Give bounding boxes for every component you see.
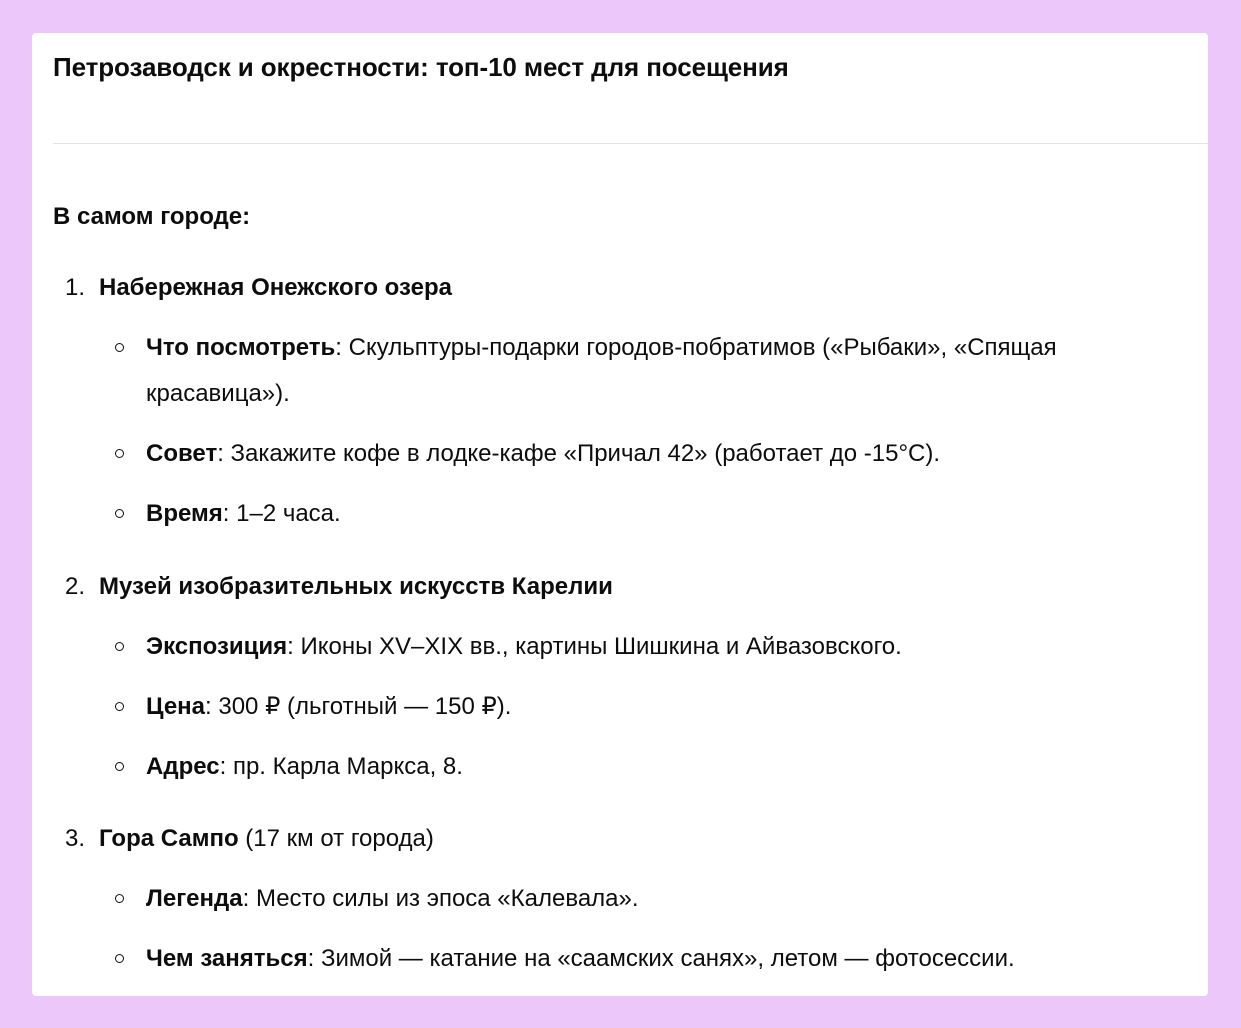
bullet-icon [115, 954, 124, 963]
detail-label: Чем заняться [146, 945, 308, 972]
detail-item [146, 744, 1186, 790]
detail-label: Совет [146, 440, 218, 467]
list-item-place-2 [65, 571, 613, 603]
detail-text: : Зимой — катание на «саамских санях», летом — фотосессии. [307, 945, 1015, 972]
bullet-icon [115, 343, 124, 352]
list-number: 2. [65, 573, 86, 600]
bullet-icon [115, 449, 124, 458]
detail-label: Время [146, 500, 223, 527]
detail-text: : 1–2 часа. [222, 500, 341, 527]
detail-label: Что посмотреть [146, 334, 336, 361]
detail-item [146, 684, 1186, 730]
list-item-place-1 [65, 272, 452, 304]
detail-label: Адрес [146, 753, 220, 780]
detail-label: Легенда [146, 885, 243, 912]
detail-item [146, 876, 1186, 922]
bullet-icon [115, 894, 124, 903]
bullet-icon [115, 762, 124, 771]
section-heading: В самом городе: [53, 203, 251, 230]
place-note: (17 км от города) [238, 825, 434, 852]
list-number: 1. [65, 274, 86, 301]
place-name: Музей изобразительных искусств Карелии [99, 573, 613, 600]
detail-label: Цена [146, 693, 206, 720]
detail-item [146, 491, 1186, 537]
detail-item [146, 624, 1186, 670]
detail-label: Экспозиция [146, 633, 288, 660]
detail-item [146, 431, 1186, 477]
bullet-icon [115, 509, 124, 518]
bullet-icon [115, 642, 124, 651]
bullet-icon [115, 702, 124, 711]
detail-text: : 300 ₽ (льготный — 150 ₽). [205, 693, 512, 720]
detail-text: : Закажите кофе в лодке-кафе «Причал 42» (работает до -15°C). [217, 440, 941, 467]
detail-text: : Место силы из эпоса «Калевала». [242, 885, 639, 912]
detail-item [146, 936, 1186, 982]
detail-text: : Иконы XV–XIX вв., картины Шишкина и Айвазовского. [287, 633, 902, 660]
list-number: 3. [65, 825, 86, 852]
place-name: Набережная Онежского озера [99, 274, 452, 301]
detail-text: : пр. Карла Маркса, 8. [219, 753, 463, 780]
detail-text: : Скульптуры-подарки городов-побратимов («Рыбаки», «Спящая красавица»). [146, 334, 1057, 407]
detail-item [146, 325, 1186, 417]
page-title: Петрозаводск и окрестности: топ-10 мест для посещения [53, 52, 789, 82]
title-divider [53, 143, 1208, 144]
article-card [32, 33, 1208, 996]
place-name: Гора Сампо [99, 825, 239, 852]
list-item-place-3 [65, 823, 434, 855]
